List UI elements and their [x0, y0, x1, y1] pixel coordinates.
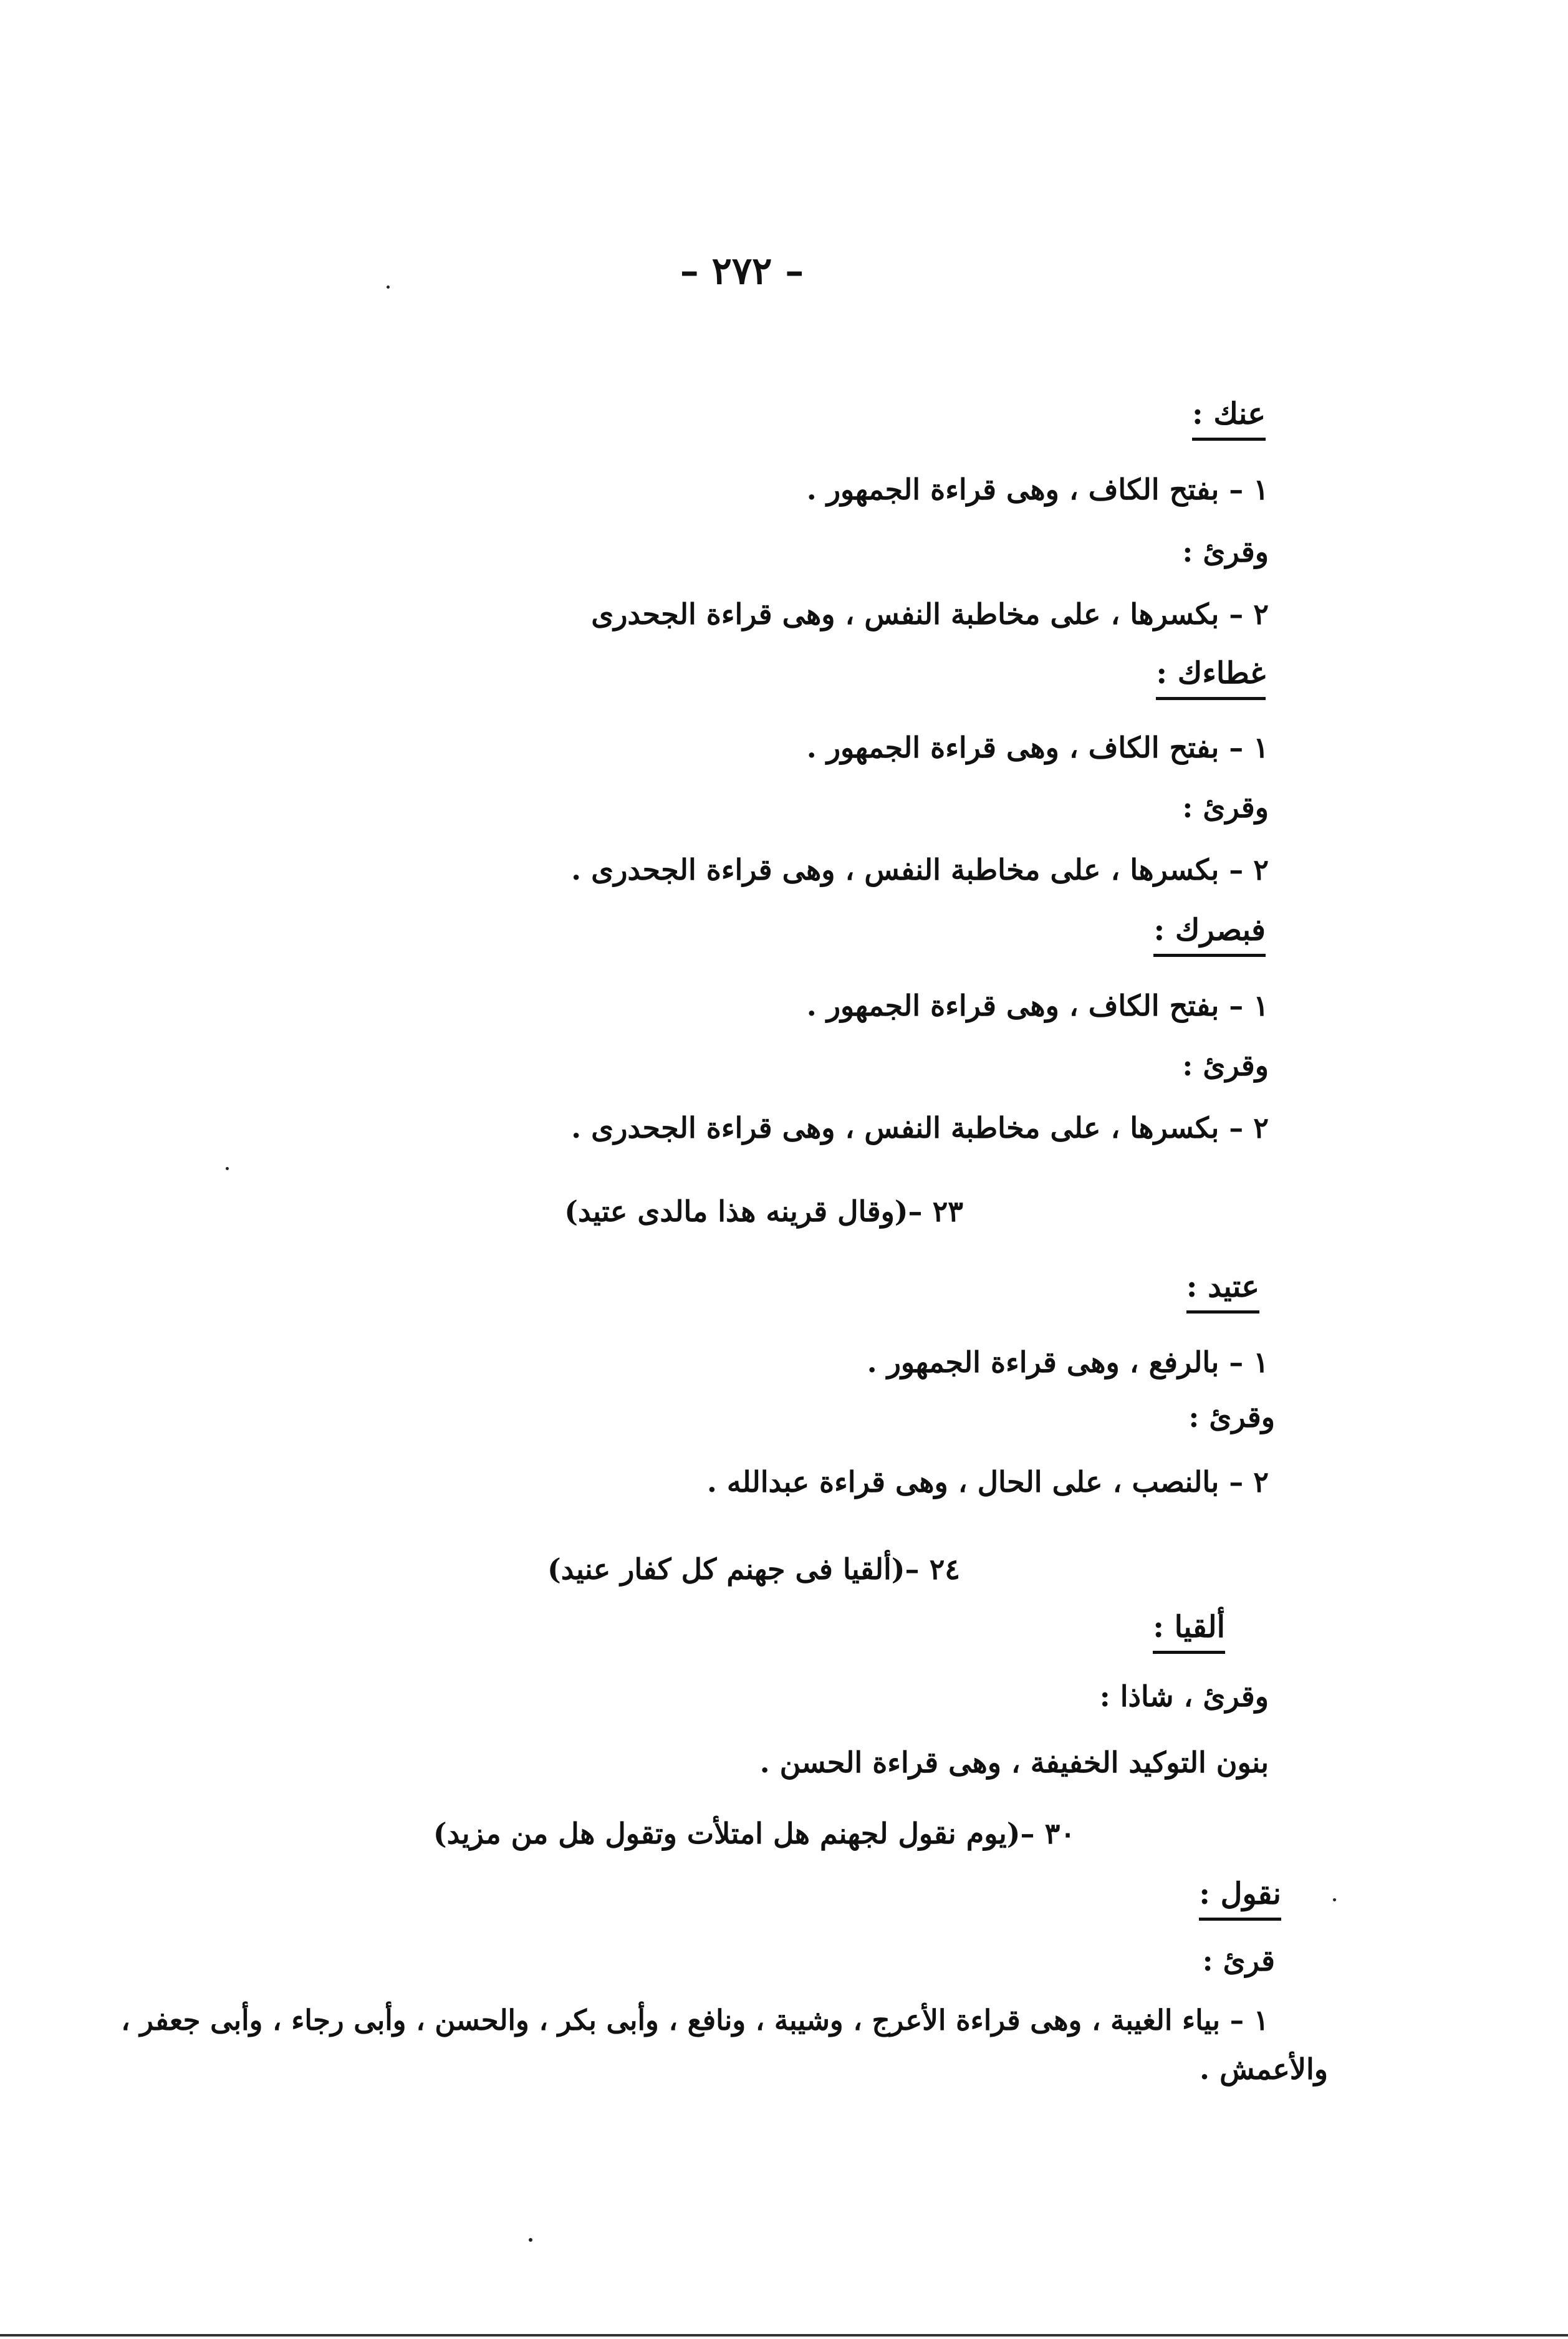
- quran-verse-23: ٢٣ –(وقال قرينه هذا مالدى عتيد): [564, 1194, 963, 1228]
- reading-line: ١ – بياء الغيبة ، وهى قراءة الأعرج ، وشيبة ، ونافع ، وأبى بكر ، والحسن ، وأبى رجاء ، وأبى جعفر ،: [121, 2004, 1269, 2037]
- word-heading-anka: عنك :: [1192, 399, 1266, 441]
- reading-line: بنون التوكيد الخفيفة ، وهى قراءة الحسن .: [759, 1746, 1269, 1779]
- scan-speck: [1333, 1898, 1336, 1901]
- word-heading-naqulu: نقول :: [1199, 1879, 1281, 1921]
- page-edge-rule: [0, 2334, 1568, 2337]
- reading-line-continued: والأعمش .: [1200, 2052, 1328, 2086]
- page-number: – ٢٧٢ –: [680, 249, 804, 293]
- word-heading-atid: عتيد :: [1186, 1272, 1259, 1314]
- scan-speck: [529, 2238, 532, 2242]
- reading-line: ٢ – بكسرها ، على مخاطبة النفس ، وهى قراءة الجحدرى .: [571, 853, 1269, 886]
- reading-line: ٢ – بكسرها ، على مخاطبة النفس ، وهى قراءة الجحدرى: [591, 597, 1269, 631]
- reading-line: ١ – بالرفع ، وهى قراءة الجمهور .: [867, 1345, 1269, 1379]
- reading-label: قرئ :: [1202, 1944, 1275, 1977]
- reading-line: ١ – بفتح الكاف ، وهى قراءة الجمهور .: [806, 473, 1269, 506]
- reading-line: ١ – بفتح الكاف ، وهى قراءة الجمهور .: [806, 731, 1269, 764]
- reading-label: وقرئ :: [1182, 790, 1269, 824]
- reading-label: وقرئ :: [1188, 1400, 1275, 1434]
- word-heading-ghitaak: غطاءك :: [1156, 658, 1266, 700]
- reading-label: وقرئ :: [1182, 535, 1269, 569]
- word-heading-alqiya: ألقيا :: [1153, 1612, 1225, 1654]
- reading-label: وقرئ ، شاذا :: [1099, 1679, 1269, 1713]
- quran-verse-30: ٣٠ –(يوم نقول لجهنم هل امتلأت وتقول هل من مزيد): [433, 1817, 1075, 1850]
- reading-line: ٢ – بالنصب ، على الحال ، وهى قراءة عبدالله .: [706, 1465, 1269, 1499]
- scan-speck: [387, 286, 390, 289]
- word-heading-basaruk: فبصرك :: [1153, 915, 1266, 957]
- quran-verse-24: ٢٤ –(ألقيا فى جهنم كل كفار عنيد): [547, 1552, 960, 1586]
- reading-line: ٢ – بكسرها ، على مخاطبة النفس ، وهى قراءة الجحدرى .: [571, 1111, 1269, 1145]
- reading-label: وقرئ :: [1182, 1049, 1269, 1082]
- reading-line: ١ – بفتح الكاف ، وهى قراءة الجمهور .: [806, 989, 1269, 1022]
- scan-speck: [226, 1167, 229, 1170]
